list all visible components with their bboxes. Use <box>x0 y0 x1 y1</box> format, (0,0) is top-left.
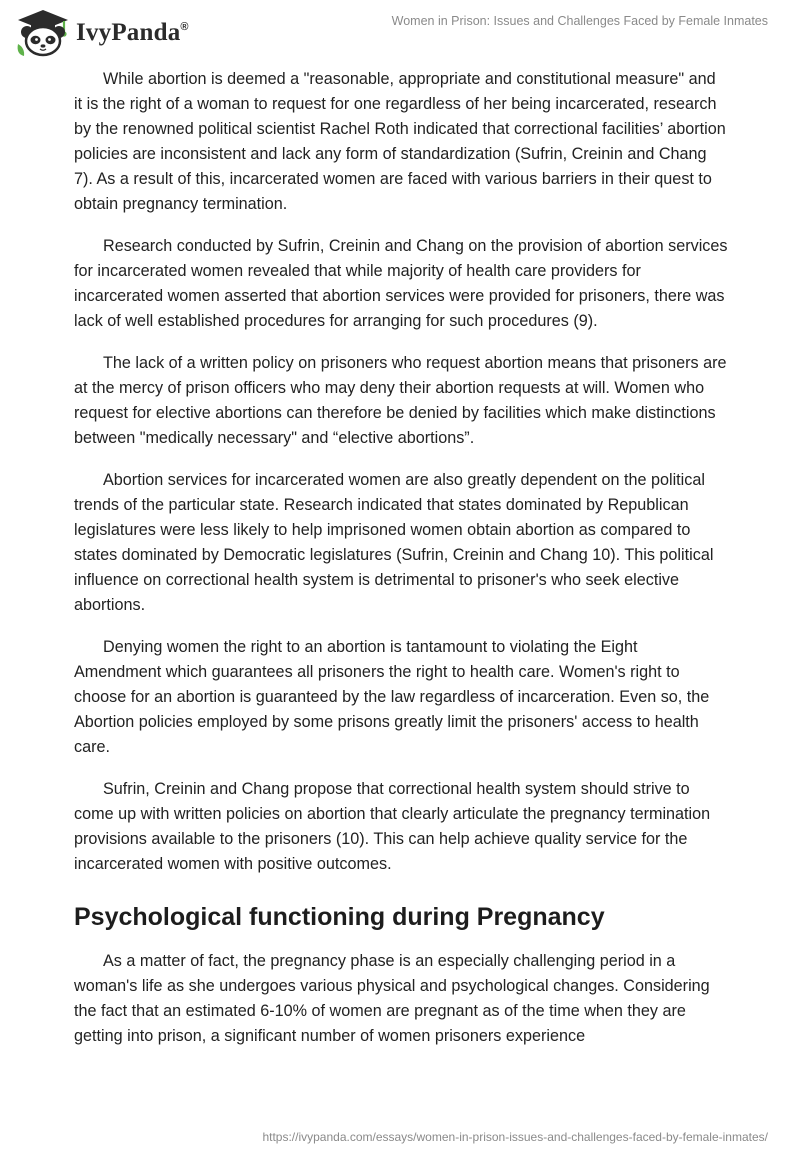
source-url[interactable]: https://ivypanda.com/essays/women-in-prison-issues-and-challenges-faced-by-female-inmates/ <box>262 1130 768 1144</box>
paragraph: Denying women the right to an abortion is tantamount to violating the Eight Amendment which guarantees all prisoners the right to health care. Women's right to choose for an abortion is guaranteed by the law regardless of incarceration. Even so, the Abortion policies employed by some prisons greatly limit the prisoners' access to health care. <box>74 638 710 756</box>
paragraph: Sufrin, Creinin and Chang propose that correctional health system should strive to come up with written policies on abortion that clearly articulate the pregnancy termination provisions available to the prisoners (10). This can help achieve quality service for the incarcerated women with positive outcomes. <box>74 780 711 873</box>
article-body <box>74 67 728 1066</box>
paragraph: The lack of a written policy on prisoners who request abortion means that prisoners are at the mercy of prison officers who may deny their abortion requests at will. Women who request for elective abortions can therefore be denied by facilities which make distinctions between "medically necessary" and “elective abortions”. <box>74 354 727 447</box>
paragraph: Abortion services for incarcerated women are also greatly dependent on the political trends of the particular state. Research indicated that states dominated by Republican legislatures were less likely to help imprisoned women obtain abortion as compared to states dominated by Democratic legislatures (Sufrin, Creinin and Chang 10). This political influence on correctional health system is detrimental to prisoner's who seek elective abortions. <box>74 471 714 614</box>
registered-mark: ® <box>180 21 189 33</box>
ivypanda-logo[interactable] <box>14 8 189 58</box>
panda-graduate-logo-icon <box>14 8 72 58</box>
brand-name: IvyPanda® <box>76 19 189 46</box>
page-header <box>0 0 800 70</box>
paragraph: Research conducted by Sufrin, Creinin and Chang on the provision of abortion services for incarcerated women revealed that while majority of health care providers for incarcerated women asserted that abortion services were provided for prisoners, there was lack of well established procedures for arranging for such procedures (9). <box>74 237 728 330</box>
paragraph: While abortion is deemed a "reasonable, appropriate and constitutional measure" and it is the right of a woman to request for one regardless of her being incarcerated, research by the renowned political scientist Rachel Roth indicated that correctional facilities’ abortion policies are inconsistent and lack any form of standardization (Sufrin, Creinin and Chang 7). As a result of this, incarcerated women are faced with various barriers in their quest to obtain pregnancy termination. <box>74 70 726 213</box>
section-heading: Psychological functioning during Pregnancy <box>74 903 605 931</box>
paragraph: As a matter of fact, the pregnancy phase is an especially challenging period in a woman's life as she undergoes various physical and psychological changes. Considering the fact that an estimated 6-10% of women are pregnant as of the time when they are getting into prison, a significant number of women prisoners experience <box>74 952 710 1045</box>
document-title: Women in Prison: Issues and Challenges Faced by Female Inmates <box>391 14 768 28</box>
